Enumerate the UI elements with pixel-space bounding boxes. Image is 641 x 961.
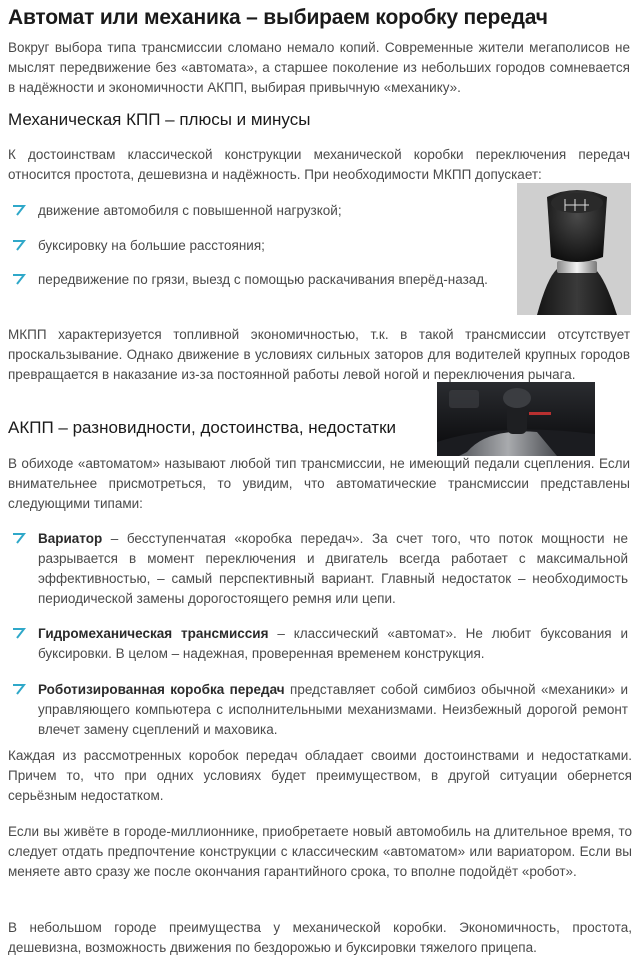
manual-list-item: передвижение по грязи, выезд с помощью раскачивания вперёд-назад. <box>38 272 488 287</box>
auto-type-desc: – классический «автомат». Не любит буксования и буксировки. В целом – надежная, проверенная временем конструкция. <box>38 626 628 661</box>
section-heading-auto: АКПП – разновидности, достоинства, недостатки <box>8 418 397 437</box>
auto-type-name: Вариатор <box>38 531 103 546</box>
bullet-arrow-icon <box>12 627 26 639</box>
auto-list-item-hydro <box>38 624 628 664</box>
auto-list-item-variator <box>38 529 628 609</box>
manual-paragraph-1: К достоинствам классической конструкции механической коробки переключения передач относится простота, дешевизна и надёжность. При необходимости МКПП допускает: <box>8 147 630 182</box>
auto-type-name: Гидромеханическая трансмиссия <box>38 626 269 641</box>
intro-paragraph: Вокруг выбора типа трансмиссии сломано немало копий. Современные жители мегаполисов не мыслят передвижение без «автомата», а старшее поколение из небольших городов сомневается в надёжности и экономичности АКПП, выбирая привычную «механику». <box>8 40 630 95</box>
bullet-arrow-icon <box>12 239 26 251</box>
auto-selector-image <box>437 382 595 456</box>
auto-list-item-robot <box>38 680 628 740</box>
manual-paragraph-2: МКПП характеризуется топливной экономичностью, т.к. в такой трансмиссии отсутствует проскальзывание. Однако движение в условиях сильных заторов для водителей крупных городов превращается в наказание из-за постоянной работы левой ногой и переключения рычага. <box>8 327 630 382</box>
conclusion-paragraph-3: В небольшом городе преимущества у механической коробки. Экономичность, простота, дешевизна, возможность движения по бездорожью и буксировки тяжелого прицепа. <box>8 920 632 955</box>
bullet-arrow-icon <box>12 532 26 544</box>
bullet-arrow-icon <box>12 683 26 695</box>
auto-type-name: Роботизированная коробка передач <box>38 682 285 697</box>
conclusion-paragraph-1: Каждая из рассмотренных коробок передач обладает своими достоинствами и недостатками. Причем то, что при одних условиях будет преимуществом, в другой ситуации обернется серьёзным недостатком. <box>8 748 632 803</box>
auto-type-desc: – бесступенчатая «коробка передач». За счет того, что поток мощности не разрывается в момент переключения и двигатель всегда работает с максимальной эффективностью, – самый перспективный вариант. Главный недостаток – необходимость периодической замены дорогостоящего ремня или цепи. <box>38 531 628 606</box>
auto-type-desc: представляет собой симбиоз обычной «механики» и управляющего компьютера с исполнительными механизмами. Неизбежный дорогой ремонт влечет замену сцеплений и маховика. <box>38 682 628 737</box>
page-title: Автомат или механика – выбираем коробку передач <box>8 6 548 29</box>
manual-list-item: буксировку на большие расстояния; <box>38 238 265 253</box>
manual-list-item: движение автомобиля с повышенной нагрузкой; <box>38 203 342 218</box>
conclusion-paragraph-2: Если вы живёте в городе-миллионнике, приобретаете новый автомобиль на длительное время, то следует отдать предпочтение конструкции с классическим «автоматом» или вариатором. Если вы меняете авто сразу же после окончания гарантийного срока, то вполне подойдёт «робот». <box>8 824 632 879</box>
bullet-arrow-icon <box>12 204 26 216</box>
manual-shifter-image <box>517 183 631 315</box>
bullet-arrow-icon <box>12 273 26 285</box>
auto-paragraph-1: В обиходе «автоматом» называют любой тип трансмиссии, не имеющий педали сцепления. Если внимательнее присмотреться, то увидим, что автоматические трансмиссии представлены следующими типами: <box>8 456 630 511</box>
section-heading-manual: Механическая КПП – плюсы и минусы <box>8 110 311 129</box>
